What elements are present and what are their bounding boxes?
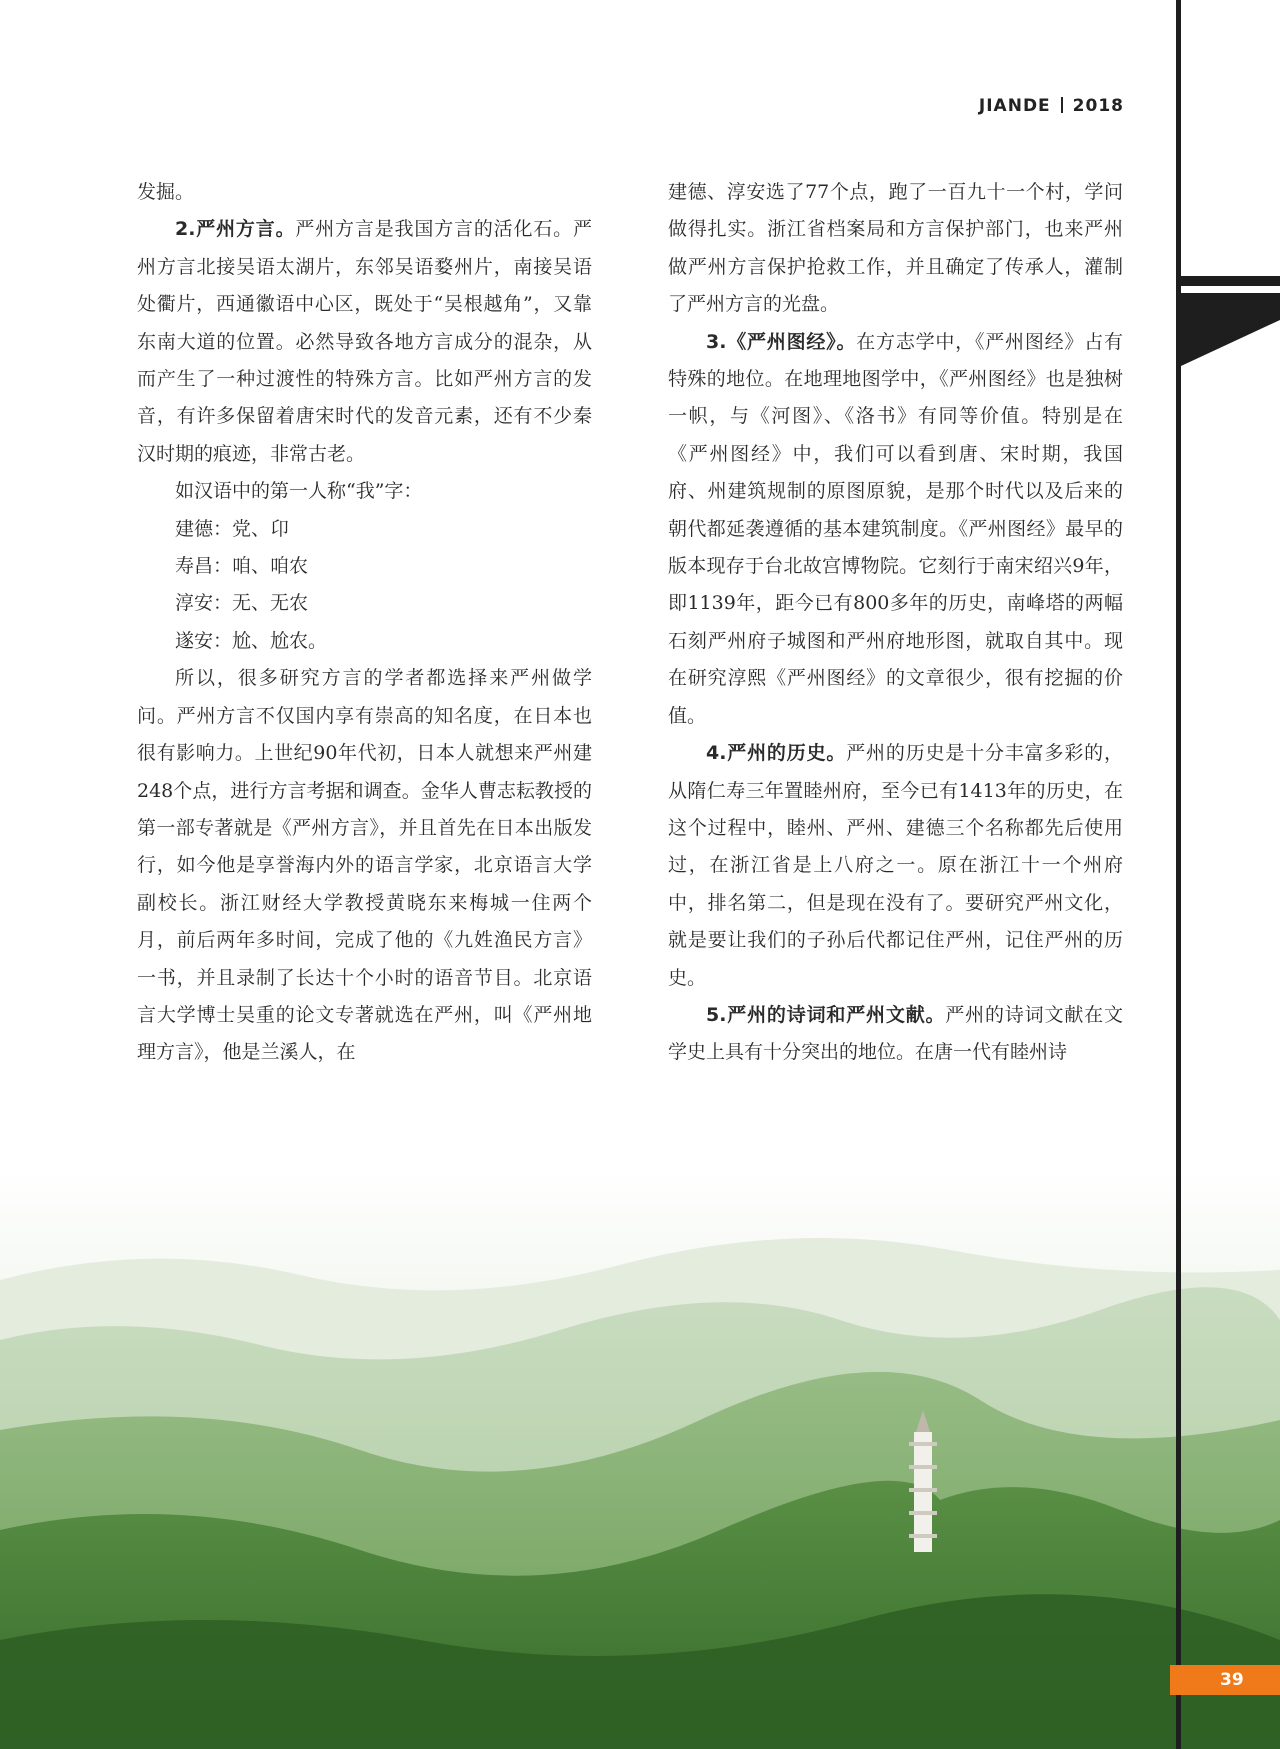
edge-vertical-bar [1176,0,1181,1749]
example-item: 遂安：尬、尬农。 [175,629,328,652]
example-item: 淳安：无、无农 [175,592,309,615]
section-3-text: 在方志学中，《严州图经》占有特殊的地位。在地理地图学中，《严州图经》也是独树一帜，与《河图》、《洛书》有同等价值。特别是在《严州图经》中，我们可以看到唐、宋时期，我国府、州建筑规制的原图原貌，是那个时代以及后来的朝代都延袭遵循的基本建筑制度。《严州图经》最早的版本现存于台北故宫博物院。它刻行于南宋绍兴9年，即1139年，距今已有800多年的历史，南峰塔的两幅石刻严州府子城图和严州府地形图，就取自其中。现在研究淳熙《严州图经》的文章很少，很有挖掘的价值。 [668,330,1123,727]
paragraph-continued: 发掘。 [137,181,195,203]
section-5-text: 严州的诗词文献在文学史上具有十分突出的地位。在唐一代有睦州诗 [668,1003,1123,1064]
section-4-heading: 4.严州的历史。 [706,742,847,765]
landscape-background-image [0,1170,1280,1749]
section-5-heading: 5.严州的诗词和严州文献。 [706,1003,946,1026]
section-4-paragraph [668,735,1123,997]
section-4-text: 严州的历史是十分丰富多彩的，从隋仁寿三年置睦州府，至今已有1413年的历史，在这个过程中，睦州、严州、建德三个名称都先后使用过，在浙江省是上八府之一。原在浙江十一个州府中，排名第二，但是现在没有了。要研究严州文化，就是要让我们的子孙后代都记住严州，记住严州的历史。 [668,742,1123,989]
example-item: 寿昌：咱、咱农 [175,555,309,578]
section-2-text: 严州方言是我国方言的活化石。严州方言北接吴语太湖片，东邻吴语婺州片，南接吴语处衢片，西通徽语中心区，既处于“吴根越角”，又靠东南大道的位置。必然导致各地方言成分的混杂，从而产生了一种过渡性的特殊方言。比如严州方言的发音，有许多保留着唐宋时代的发音元素，还有不少秦汉时期的痕迹，非常古老。 [137,218,592,465]
example-intro: 如汉语中的第一人称“我”字： [175,480,423,503]
section-2-heading: 2.严州方言。 [175,218,296,241]
edge-wedge-shape [1181,300,1280,370]
page-number: 39 [1170,1665,1280,1695]
section-5-paragraph [668,997,1123,1072]
section-3-paragraph [668,324,1123,735]
scholars-paragraph: 所以，很多研究方言的学者都选择来严州做学问。严州方言不仅国内享有崇高的知名度，在日本也很有影响力。上世纪90年代初，日本人就想来严州建248个点，进行方言考据和调查。金华人曹志耘教授的第一部专著就是《严州方言》，并且首先在日本出版发行，如今他是享誉海内外的语言学家，北京语言大学副校长。浙江财经大学教授黄晓东来梅城一住两个月，前后两年多时间，完成了他的《九姓渔民方言》一书，并且录制了长达十个小时的语音节目。北京语言大学博士吴重的论文专著就选在严州，叫《严州地理方言》，他是兰溪人，在 [137,667,592,1064]
running-header [979,96,1124,116]
header-brand: JIANDE [978,96,1051,116]
section-2-paragraph [137,211,592,473]
header-year: 2018 [1072,96,1124,116]
right-text-column [668,174,1123,1072]
edge-stripe-top [1181,276,1280,286]
header-separator [1061,97,1063,113]
example-item: 建德：党、卬 [175,517,290,540]
section-3-heading: 3.《严州图经》。 [706,330,857,353]
paragraph-continued: 建德、淳安选了77个点，跑了一百九十一个村，学问做得扎实。浙江省档案局和方言保护部门，也来严州做严州方言保护抢救工作，并且确定了传承人，灌制了严州方言的光盘。 [668,181,1123,316]
left-text-column [137,174,592,1072]
